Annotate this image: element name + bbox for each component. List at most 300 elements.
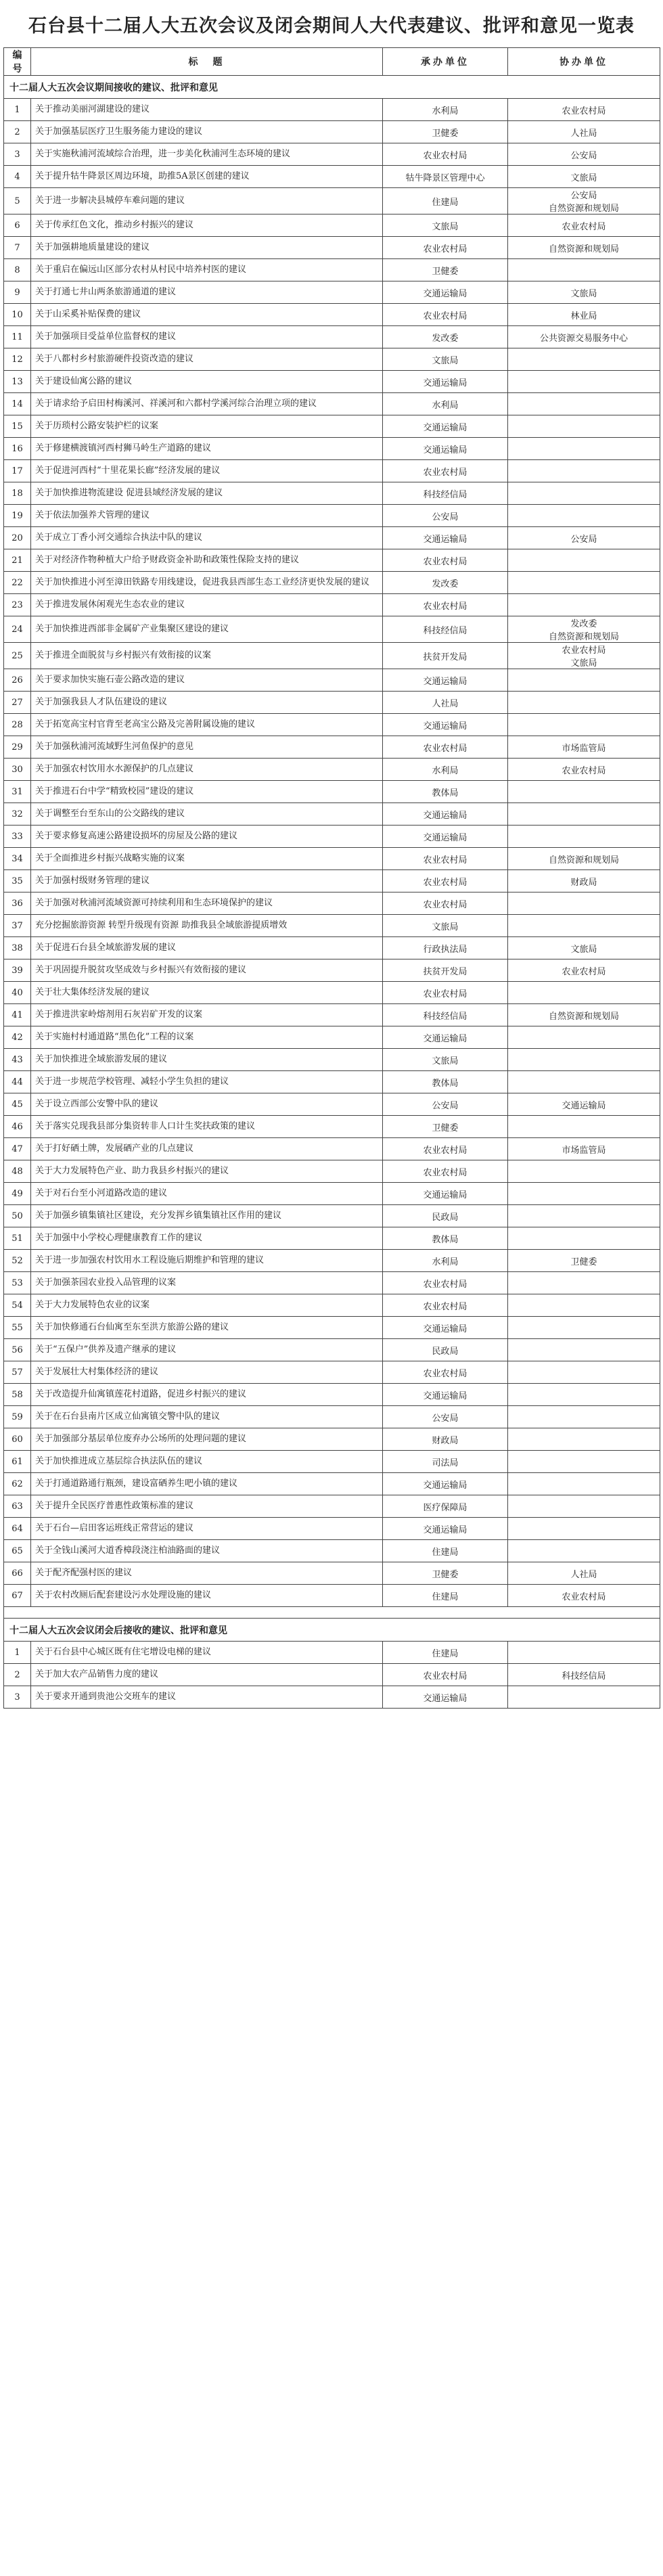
row-number: 61 bbox=[4, 1451, 31, 1473]
row-title: 关于调整至台至东山的公交路线的建议 bbox=[31, 803, 383, 826]
row-lead-unit: 文旅局 bbox=[383, 1049, 508, 1071]
row-title: 关于历琐村公路安装护栏的议案 bbox=[31, 415, 383, 438]
row-assist-unit: 自然资源和规划局 bbox=[508, 848, 660, 870]
row-number: 8 bbox=[4, 259, 31, 281]
table-row bbox=[4, 1540, 660, 1562]
row-lead-unit: 交通运输局 bbox=[383, 803, 508, 826]
table-row bbox=[4, 1473, 660, 1495]
row-number: 1 bbox=[4, 99, 31, 121]
row-lead-unit: 卫健委 bbox=[383, 1562, 508, 1585]
row-lead-unit: 教体局 bbox=[383, 781, 508, 803]
table-row bbox=[4, 1384, 660, 1406]
row-number: 57 bbox=[4, 1361, 31, 1384]
row-title: 关于传承红色文化，推动乡村振兴的建议 bbox=[31, 214, 383, 237]
table-row bbox=[4, 348, 660, 371]
table-row bbox=[4, 1518, 660, 1540]
section-title: 十二届人大五次会议闭会后接收的建议、批评和意见 bbox=[4, 1619, 660, 1642]
row-title: 关于大力发展特色农业的议案 bbox=[31, 1294, 383, 1317]
row-number: 40 bbox=[4, 982, 31, 1004]
row-number: 25 bbox=[4, 643, 31, 669]
table-row bbox=[4, 781, 660, 803]
table-row bbox=[4, 736, 660, 759]
table-row bbox=[4, 1406, 660, 1428]
row-number: 11 bbox=[4, 326, 31, 348]
row-title: 关于促进石台县全域旅游发展的建议 bbox=[31, 937, 383, 959]
row-lead-unit: 交通运输局 bbox=[383, 1518, 508, 1540]
row-lead-unit: 农业农村局 bbox=[383, 736, 508, 759]
table-row bbox=[4, 549, 660, 572]
row-lead-unit: 住建局 bbox=[383, 188, 508, 214]
row-number: 10 bbox=[4, 304, 31, 326]
row-number: 45 bbox=[4, 1093, 31, 1116]
row-title: 关于加强耕地质量建设的建议 bbox=[31, 237, 383, 259]
row-lead-unit: 交通运输局 bbox=[383, 826, 508, 848]
row-title: 关于加强中小学校心理健康教育工作的建议 bbox=[31, 1227, 383, 1250]
table-row bbox=[4, 505, 660, 527]
row-lead-unit: 农业农村局 bbox=[383, 1664, 508, 1686]
row-assist-unit: 公安局 bbox=[508, 143, 660, 166]
row-title: 关于对经济作物种植大户给予财政资金补助和政策性保险支持的建议 bbox=[31, 549, 383, 572]
row-title: 关于修建横渡镇河西村狮马岭生产道路的建议 bbox=[31, 438, 383, 460]
row-title: 关于大力发展特色产业、助力我县乡村振兴的建议 bbox=[31, 1160, 383, 1183]
row-number: 14 bbox=[4, 393, 31, 415]
row-lead-unit: 科技经信局 bbox=[383, 1004, 508, 1026]
row-title: 关于请求给予启田村梅溪河、祥溪河和六都村学溪河综合治理立项的建议 bbox=[31, 393, 383, 415]
row-title: 关于发展壮大村集体经济的建议 bbox=[31, 1361, 383, 1384]
row-title: 关于八都村乡村旅游硬件投资改造的建议 bbox=[31, 348, 383, 371]
table-row bbox=[4, 281, 660, 304]
row-lead-unit: 行政执法局 bbox=[383, 937, 508, 959]
table-row bbox=[4, 870, 660, 892]
row-lead-unit: 交通运输局 bbox=[383, 527, 508, 549]
table-row bbox=[4, 915, 660, 937]
table-row bbox=[4, 1049, 660, 1071]
row-assist-unit bbox=[508, 1317, 660, 1339]
row-assist-unit bbox=[508, 803, 660, 826]
row-title: 关于“五保户”供养及遗产继承的建议 bbox=[31, 1339, 383, 1361]
row-lead-unit: 交通运输局 bbox=[383, 669, 508, 692]
row-assist-unit bbox=[508, 1227, 660, 1250]
row-number: 39 bbox=[4, 959, 31, 982]
table-row bbox=[4, 143, 660, 166]
row-assist-unit: 卫健委 bbox=[508, 1250, 660, 1272]
row-assist-unit bbox=[508, 982, 660, 1004]
row-number: 26 bbox=[4, 669, 31, 692]
table-row bbox=[4, 892, 660, 915]
row-lead-unit: 交通运输局 bbox=[383, 1183, 508, 1205]
row-number: 63 bbox=[4, 1495, 31, 1518]
row-lead-unit: 发改委 bbox=[383, 572, 508, 594]
row-lead-unit: 农业农村局 bbox=[383, 304, 508, 326]
row-assist-unit: 自然资源和规划局 bbox=[508, 237, 660, 259]
row-lead-unit: 财政局 bbox=[383, 1428, 508, 1451]
row-lead-unit: 教体局 bbox=[383, 1071, 508, 1093]
row-number: 3 bbox=[4, 143, 31, 166]
row-lead-unit: 农业农村局 bbox=[383, 892, 508, 915]
row-lead-unit: 文旅局 bbox=[383, 214, 508, 237]
row-title: 关于建设仙寓公路的建议 bbox=[31, 371, 383, 393]
row-title: 关于加强基层医疗卫生服务能力建设的建议 bbox=[31, 121, 383, 143]
row-lead-unit: 水利局 bbox=[383, 759, 508, 781]
row-lead-unit: 公安局 bbox=[383, 1406, 508, 1428]
row-title: 关于加快推进小河至漳田铁路专用线建设，促进我县西部生态工业经济更快发展的建议 bbox=[31, 572, 383, 594]
row-number: 51 bbox=[4, 1227, 31, 1250]
row-title: 关于山采奚补贴保费的建议 bbox=[31, 304, 383, 326]
row-lead-unit: 住建局 bbox=[383, 1585, 508, 1607]
row-title: 关于加强对秋浦河流域资源可持续利用和生态环境保护的建议 bbox=[31, 892, 383, 915]
row-number: 56 bbox=[4, 1339, 31, 1361]
section-header-row bbox=[4, 76, 660, 99]
row-title: 充分挖掘旅游资源 转型升级现有资源 助推我县全域旅游提质增效 bbox=[31, 915, 383, 937]
row-number: 27 bbox=[4, 692, 31, 714]
row-number: 2 bbox=[4, 1664, 31, 1686]
row-lead-unit: 农业农村局 bbox=[383, 1272, 508, 1294]
row-number: 44 bbox=[4, 1071, 31, 1093]
row-assist-unit bbox=[508, 1361, 660, 1384]
row-lead-unit: 农业农村局 bbox=[383, 1160, 508, 1183]
table-row bbox=[4, 1451, 660, 1473]
row-lead-unit: 文旅局 bbox=[383, 915, 508, 937]
table-row bbox=[4, 1138, 660, 1160]
row-title: 关于改造提升仙寓镇莲花村道路，促进乡村振兴的建议 bbox=[31, 1384, 383, 1406]
row-title: 关于进一步规范学校管理、减轻小学生负担的建议 bbox=[31, 1071, 383, 1093]
row-lead-unit: 教体局 bbox=[383, 1227, 508, 1250]
table-row bbox=[4, 1116, 660, 1138]
row-title: 关于加强村级财务管理的建议 bbox=[31, 870, 383, 892]
row-lead-unit: 卫健委 bbox=[383, 1116, 508, 1138]
row-number: 12 bbox=[4, 348, 31, 371]
table-row bbox=[4, 259, 660, 281]
row-lead-unit: 扶贫开发局 bbox=[383, 643, 508, 669]
section-title: 十二届人大五次会议期间接收的建议、批评和意见 bbox=[4, 76, 660, 99]
row-number: 22 bbox=[4, 572, 31, 594]
row-assist-unit bbox=[508, 1518, 660, 1540]
row-number: 18 bbox=[4, 482, 31, 505]
table-row bbox=[4, 959, 660, 982]
row-assist-unit: 林业局 bbox=[508, 304, 660, 326]
proposal-table bbox=[3, 47, 660, 1709]
table-row bbox=[4, 415, 660, 438]
row-title: 关于石台—启田客运班线正常营运的建议 bbox=[31, 1518, 383, 1540]
row-lead-unit: 水利局 bbox=[383, 393, 508, 415]
row-assist-unit: 公安局 自然资源和规划局 bbox=[508, 188, 660, 214]
row-assist-unit: 市场监管局 bbox=[508, 1138, 660, 1160]
row-assist-unit: 农业农村局 bbox=[508, 959, 660, 982]
table-row bbox=[4, 1004, 660, 1026]
row-assist-unit bbox=[508, 781, 660, 803]
table-row bbox=[4, 1495, 660, 1518]
row-title: 关于加强项目受益单位监督权的建议 bbox=[31, 326, 383, 348]
row-number: 36 bbox=[4, 892, 31, 915]
row-lead-unit: 交通运输局 bbox=[383, 714, 508, 736]
row-title: 关于加大农产品销售力度的建议 bbox=[31, 1664, 383, 1686]
row-assist-unit bbox=[508, 393, 660, 415]
row-title: 关于巩固提升脱贫攻坚成效与乡村振兴有效衔接的建议 bbox=[31, 959, 383, 982]
row-title: 关于提升牯牛降景区周边环境，助推5A景区创建的建议 bbox=[31, 166, 383, 188]
table-row bbox=[4, 527, 660, 549]
table-row bbox=[4, 572, 660, 594]
row-lead-unit: 住建局 bbox=[383, 1642, 508, 1664]
row-lead-unit: 牯牛降景区管理中心 bbox=[383, 166, 508, 188]
header-title: 标 题 bbox=[31, 48, 383, 76]
table-row bbox=[4, 326, 660, 348]
row-title: 关于要求修复高速公路建设损坏的房屋及公路的建议 bbox=[31, 826, 383, 848]
row-assist-unit bbox=[508, 594, 660, 616]
row-number: 55 bbox=[4, 1317, 31, 1339]
row-lead-unit: 农业农村局 bbox=[383, 549, 508, 572]
row-lead-unit: 扶贫开发局 bbox=[383, 959, 508, 982]
table-row bbox=[4, 1294, 660, 1317]
row-number: 64 bbox=[4, 1518, 31, 1540]
row-assist-unit bbox=[508, 371, 660, 393]
row-assist-unit bbox=[508, 1473, 660, 1495]
row-assist-unit bbox=[508, 549, 660, 572]
table-row bbox=[4, 1361, 660, 1384]
row-number: 37 bbox=[4, 915, 31, 937]
table-row bbox=[4, 616, 660, 643]
table-row bbox=[4, 1160, 660, 1183]
row-lead-unit: 交通运输局 bbox=[383, 1317, 508, 1339]
row-assist-unit: 公共资源交易服务中心 bbox=[508, 326, 660, 348]
row-number: 42 bbox=[4, 1026, 31, 1049]
row-title: 关于在石台县南片区成立仙寓镇交警中队的建议 bbox=[31, 1406, 383, 1428]
table-row bbox=[4, 692, 660, 714]
table-row bbox=[4, 438, 660, 460]
row-number: 54 bbox=[4, 1294, 31, 1317]
row-title: 关于加强农村饮用水水源保护的几点建议 bbox=[31, 759, 383, 781]
row-assist-unit: 农业农村局 bbox=[508, 214, 660, 237]
row-title: 关于打通道路通行瓶颈，建设富硒养生吧小镇的建议 bbox=[31, 1473, 383, 1495]
row-assist-unit bbox=[508, 1495, 660, 1518]
row-number: 29 bbox=[4, 736, 31, 759]
row-number: 5 bbox=[4, 188, 31, 214]
row-assist-unit bbox=[508, 415, 660, 438]
row-title: 关于推进石台中学“精致校园”建设的建议 bbox=[31, 781, 383, 803]
row-assist-unit bbox=[508, 348, 660, 371]
row-title: 关于进一步加强农村饮用水工程设施后期维护和管理的建议 bbox=[31, 1250, 383, 1272]
row-lead-unit: 民政局 bbox=[383, 1339, 508, 1361]
row-title: 关于农村改厕后配套建设污水处理设施的建议 bbox=[31, 1585, 383, 1607]
row-number: 43 bbox=[4, 1049, 31, 1071]
row-number: 66 bbox=[4, 1562, 31, 1585]
row-number: 15 bbox=[4, 415, 31, 438]
row-title: 关于推进发展休闲观光生态农业的建议 bbox=[31, 594, 383, 616]
row-lead-unit: 司法局 bbox=[383, 1451, 508, 1473]
table-row bbox=[4, 669, 660, 692]
table-row bbox=[4, 460, 660, 482]
table-row bbox=[4, 1272, 660, 1294]
row-title: 关于进一步解决县城停车难问题的建议 bbox=[31, 188, 383, 214]
row-assist-unit bbox=[508, 482, 660, 505]
row-number: 50 bbox=[4, 1205, 31, 1227]
header-assist-unit: 协办单位 bbox=[508, 48, 660, 76]
row-title: 关于拓宽高宝村官背至老高宝公路及完善附属设施的建议 bbox=[31, 714, 383, 736]
row-assist-unit: 农业农村局 bbox=[508, 99, 660, 121]
row-assist-unit: 农业农村局 bbox=[508, 1585, 660, 1607]
row-assist-unit bbox=[508, 692, 660, 714]
row-title: 关于推动美丽河湖建设的建议 bbox=[31, 99, 383, 121]
row-lead-unit: 民政局 bbox=[383, 1205, 508, 1227]
row-assist-unit: 公安局 bbox=[508, 527, 660, 549]
row-number: 28 bbox=[4, 714, 31, 736]
row-assist-unit bbox=[508, 259, 660, 281]
row-title: 关于提升全民医疗普惠性政策标准的建议 bbox=[31, 1495, 383, 1518]
row-title: 关于加快推进全域旅游发展的建议 bbox=[31, 1049, 383, 1071]
spacer-row bbox=[4, 1607, 660, 1619]
document-title: 石台县十二届人大五次会议及闭会期间人大代表建议、批评和意见一览表 bbox=[28, 15, 635, 37]
row-title: 关于要求开通到贵池公交班车的建议 bbox=[31, 1686, 383, 1709]
section-header-row bbox=[4, 1619, 660, 1642]
row-title: 关于实施村村通道路“黑色化”工程的议案 bbox=[31, 1026, 383, 1049]
row-number: 47 bbox=[4, 1138, 31, 1160]
table-row bbox=[4, 759, 660, 781]
table-row bbox=[4, 214, 660, 237]
row-lead-unit: 交通运输局 bbox=[383, 371, 508, 393]
row-lead-unit: 科技经信局 bbox=[383, 616, 508, 643]
row-assist-unit: 科技经信局 bbox=[508, 1664, 660, 1686]
row-number: 21 bbox=[4, 549, 31, 572]
row-lead-unit: 水利局 bbox=[383, 1250, 508, 1272]
row-lead-unit: 科技经信局 bbox=[383, 482, 508, 505]
table-row bbox=[4, 937, 660, 959]
row-title: 关于全面推进乡村振兴战略实施的议案 bbox=[31, 848, 383, 870]
row-number: 7 bbox=[4, 237, 31, 259]
row-number: 2 bbox=[4, 121, 31, 143]
table-row bbox=[4, 826, 660, 848]
row-assist-unit bbox=[508, 1686, 660, 1709]
row-number: 67 bbox=[4, 1585, 31, 1607]
row-lead-unit: 水利局 bbox=[383, 99, 508, 121]
header-lead-unit: 承办单位 bbox=[383, 48, 508, 76]
table-row bbox=[4, 1642, 660, 1664]
row-title: 关于加强秋浦河流域野生河鱼保护的意见 bbox=[31, 736, 383, 759]
row-title: 关于对石台至小河道路改造的建议 bbox=[31, 1183, 383, 1205]
row-lead-unit: 公安局 bbox=[383, 1093, 508, 1116]
table-row bbox=[4, 1339, 660, 1361]
row-assist-unit: 市场监管局 bbox=[508, 736, 660, 759]
row-assist-unit: 交通运输局 bbox=[508, 1093, 660, 1116]
table-row bbox=[4, 1585, 660, 1607]
row-number: 16 bbox=[4, 438, 31, 460]
row-assist-unit bbox=[508, 1116, 660, 1138]
row-assist-unit bbox=[508, 1451, 660, 1473]
row-assist-unit bbox=[508, 669, 660, 692]
table-row bbox=[4, 1227, 660, 1250]
table-row bbox=[4, 166, 660, 188]
row-assist-unit bbox=[508, 460, 660, 482]
row-lead-unit: 交通运输局 bbox=[383, 415, 508, 438]
row-assist-unit bbox=[508, 1339, 660, 1361]
row-lead-unit: 交通运输局 bbox=[383, 281, 508, 304]
row-assist-unit: 财政局 bbox=[508, 870, 660, 892]
row-assist-unit bbox=[508, 1384, 660, 1406]
table-row bbox=[4, 1183, 660, 1205]
row-lead-unit: 住建局 bbox=[383, 1540, 508, 1562]
row-number: 34 bbox=[4, 848, 31, 870]
row-number: 65 bbox=[4, 1540, 31, 1562]
table-row bbox=[4, 643, 660, 669]
table-row bbox=[4, 99, 660, 121]
row-assist-unit bbox=[508, 915, 660, 937]
row-title: 关于配齐配强村医的建议 bbox=[31, 1562, 383, 1585]
row-lead-unit: 医疗保障局 bbox=[383, 1495, 508, 1518]
row-lead-unit: 交通运输局 bbox=[383, 1686, 508, 1709]
table-row bbox=[4, 188, 660, 214]
row-title: 关于推进全面脱贫与乡村振兴有效衔接的议案 bbox=[31, 643, 383, 669]
row-lead-unit: 农业农村局 bbox=[383, 1361, 508, 1384]
row-assist-unit bbox=[508, 1026, 660, 1049]
row-number: 32 bbox=[4, 803, 31, 826]
row-lead-unit: 农业农村局 bbox=[383, 1294, 508, 1317]
row-title: 关于设立西部公安警中队的建议 bbox=[31, 1093, 383, 1116]
row-title: 关于落实兑现我县部分集资转非人口计生奖扶政策的建议 bbox=[31, 1116, 383, 1138]
table-row bbox=[4, 1317, 660, 1339]
row-assist-unit bbox=[508, 1294, 660, 1317]
row-number: 24 bbox=[4, 616, 31, 643]
row-number: 38 bbox=[4, 937, 31, 959]
row-assist-unit bbox=[508, 714, 660, 736]
row-assist-unit: 人社局 bbox=[508, 1562, 660, 1585]
table-row bbox=[4, 393, 660, 415]
row-number: 41 bbox=[4, 1004, 31, 1026]
row-lead-unit: 交通运输局 bbox=[383, 1473, 508, 1495]
table-row bbox=[4, 482, 660, 505]
table-row bbox=[4, 371, 660, 393]
row-number: 33 bbox=[4, 826, 31, 848]
row-number: 49 bbox=[4, 1183, 31, 1205]
row-title: 关于加强部分基层单位废弃办公场所的处理问题的建议 bbox=[31, 1428, 383, 1451]
row-assist-unit bbox=[508, 438, 660, 460]
row-number: 17 bbox=[4, 460, 31, 482]
row-assist-unit bbox=[508, 1205, 660, 1227]
row-title: 关于要求加快实施石壶公路改造的建议 bbox=[31, 669, 383, 692]
row-title: 关于依法加强养犬管理的建议 bbox=[31, 505, 383, 527]
row-lead-unit: 农业农村局 bbox=[383, 1138, 508, 1160]
row-number: 4 bbox=[4, 166, 31, 188]
row-number: 6 bbox=[4, 214, 31, 237]
row-title: 关于成立丁香小河交通综合执法中队的建议 bbox=[31, 527, 383, 549]
row-number: 13 bbox=[4, 371, 31, 393]
row-lead-unit: 农业农村局 bbox=[383, 143, 508, 166]
table-body bbox=[4, 76, 660, 1709]
row-lead-unit: 卫健委 bbox=[383, 121, 508, 143]
row-title: 关于加快修通石台仙寓至东至洪方旅游公路的建议 bbox=[31, 1317, 383, 1339]
row-assist-unit bbox=[508, 1642, 660, 1664]
row-lead-unit: 农业农村局 bbox=[383, 982, 508, 1004]
row-assist-unit bbox=[508, 505, 660, 527]
row-lead-unit: 文旅局 bbox=[383, 348, 508, 371]
table-row bbox=[4, 237, 660, 259]
row-assist-unit: 自然资源和规划局 bbox=[508, 1004, 660, 1026]
row-lead-unit: 农业农村局 bbox=[383, 594, 508, 616]
row-assist-unit bbox=[508, 1183, 660, 1205]
table-row bbox=[4, 594, 660, 616]
table-row bbox=[4, 714, 660, 736]
row-number: 9 bbox=[4, 281, 31, 304]
row-assist-unit: 农业农村局 bbox=[508, 759, 660, 781]
table-row bbox=[4, 1205, 660, 1227]
row-lead-unit: 发改委 bbox=[383, 326, 508, 348]
row-number: 60 bbox=[4, 1428, 31, 1451]
table-header-row bbox=[4, 48, 660, 76]
row-assist-unit bbox=[508, 572, 660, 594]
row-assist-unit: 人社局 bbox=[508, 121, 660, 143]
row-title: 关于重启在偏远山区部分农村从村民中培养村医的建议 bbox=[31, 259, 383, 281]
table-row bbox=[4, 1093, 660, 1116]
row-lead-unit: 公安局 bbox=[383, 505, 508, 527]
row-assist-unit bbox=[508, 1540, 660, 1562]
row-title: 关于打好硒土牌，发展硒产业的几点建议 bbox=[31, 1138, 383, 1160]
